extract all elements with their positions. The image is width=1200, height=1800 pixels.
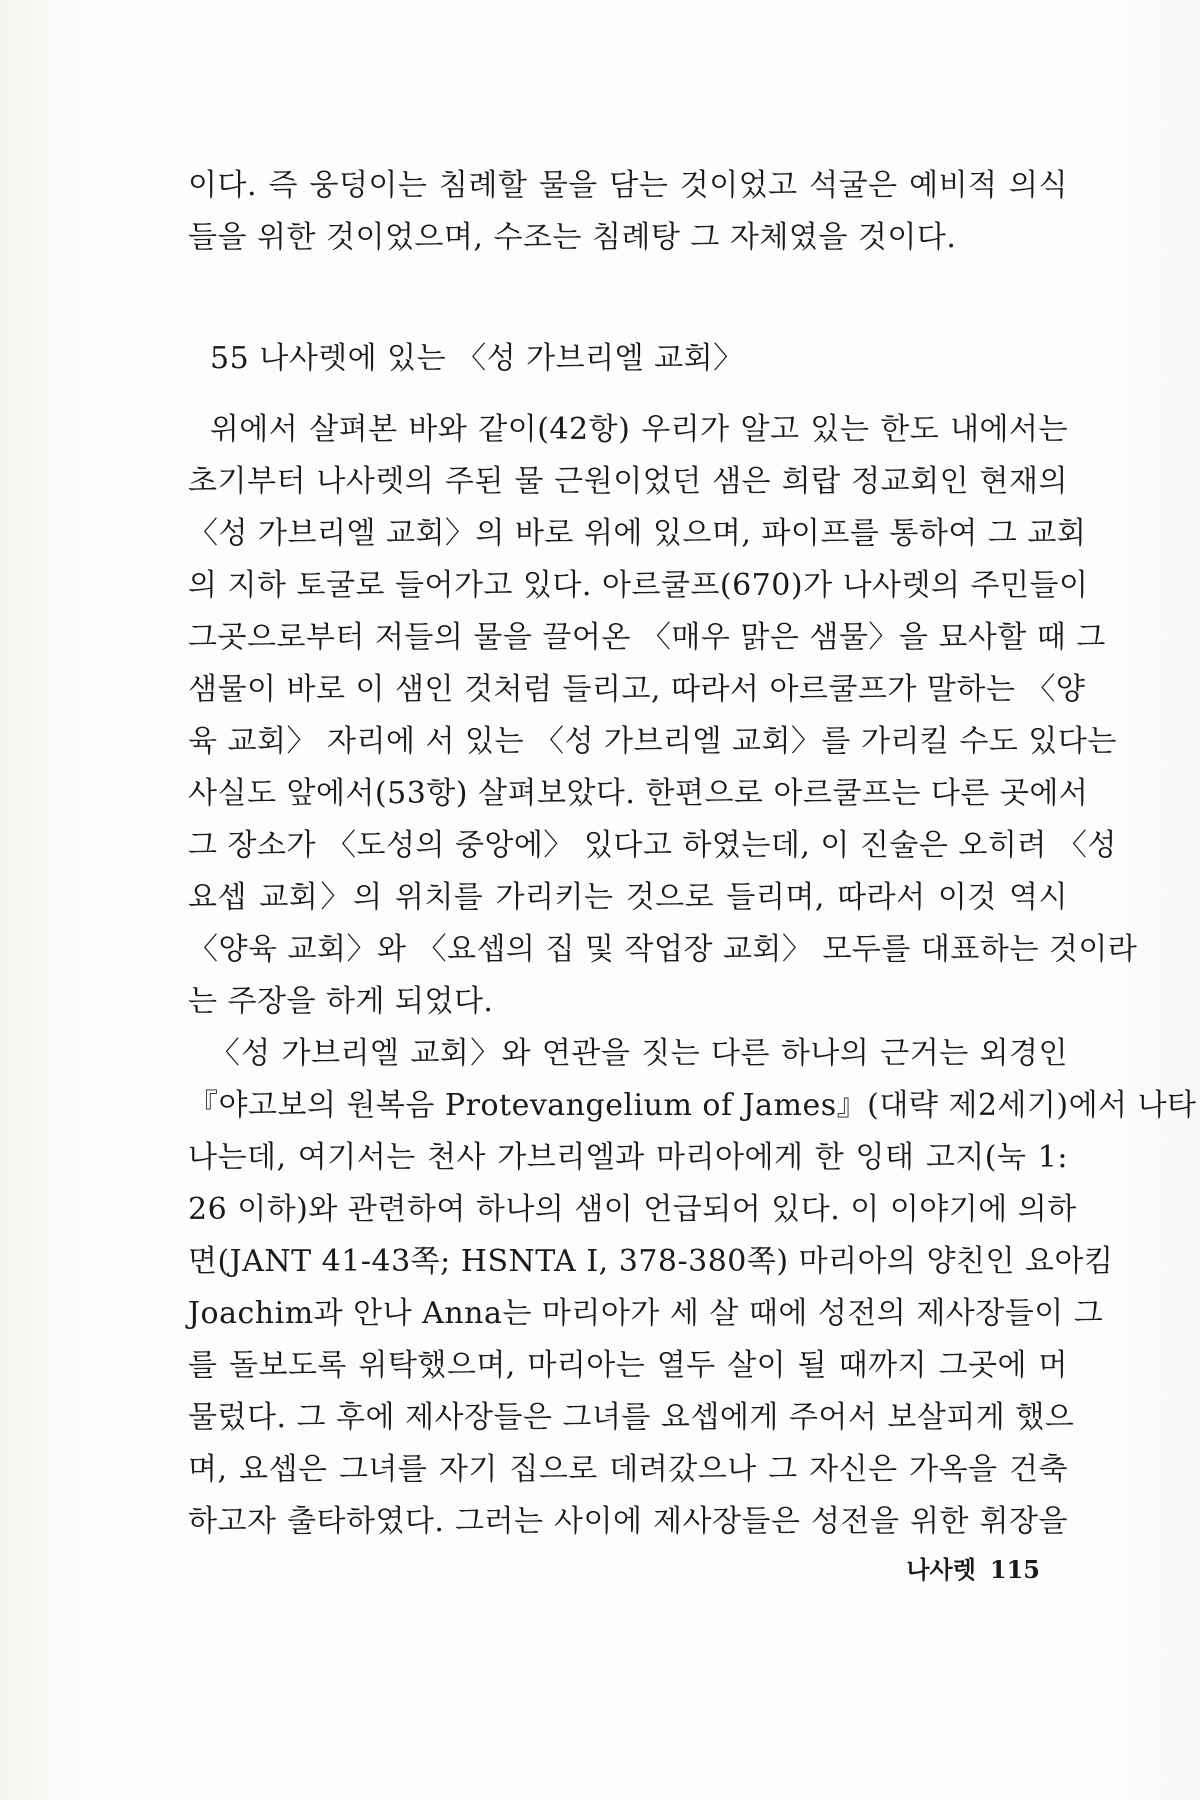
intro-paragraph bbox=[188, 160, 1068, 264]
text-line: 이다. 즉 웅덩이는 침례할 물을 담는 것이었고 석굴은 예비적 의식 bbox=[188, 168, 1068, 203]
text-line: 의 지하 토굴로 들어가고 있다. 아르쿨프(670)가 나사렛의 주민들이 bbox=[188, 568, 1089, 603]
text-line: 나는데, 여기서는 천사 가브리엘과 마리아에게 한 잉태 고지(눅 1: bbox=[188, 1140, 1068, 1175]
text-line: Joachim과 안나 Anna는 마리아가 세 살 때에 성전의 제사장들이 그 bbox=[188, 1296, 1104, 1331]
text-line: 위에서 살펴본 바와 같이(42항) 우리가 알고 있는 한도 내에서는 bbox=[188, 412, 1068, 447]
text-line: 〈성 가브리엘 교회〉와 연관을 짓는 다른 하나의 근거는 외경인 bbox=[188, 1036, 1068, 1071]
text-line: 〈성 가브리엘 교회〉의 바로 위에 있으며, 파이프를 통하여 그 교회 bbox=[188, 516, 1087, 551]
text-line: 〈양육 교회〉와 〈요셉의 집 및 작업장 교회〉 모두를 대표하는 것이라 bbox=[188, 932, 1138, 967]
text-line: 들을 위한 것이었으며, 수조는 침례탕 그 자체였을 것이다. bbox=[188, 220, 957, 255]
text-line: 면(JANT 41-43쪽; HSNTA I, 378-380쪽) 마리아의 양친인 요아킴 bbox=[188, 1244, 1114, 1279]
text-line: 26 이하)와 관련하여 하나의 샘이 언급되어 있다. 이 이야기에 의하 bbox=[188, 1192, 1077, 1227]
text-line: 샘물이 바로 이 샘인 것처럼 들리고, 따라서 아르쿨프가 말하는 〈양 bbox=[188, 672, 1086, 707]
text-line: 육 교회〉 자리에 서 있는 〈성 가브리엘 교회〉를 가리킬 수도 있다는 bbox=[188, 724, 1117, 759]
text-line: 를 돌보도록 위탁했으며, 마리아는 열두 살이 될 때까지 그곳에 머 bbox=[188, 1348, 1068, 1383]
body-text bbox=[188, 404, 1197, 1548]
text-line: 『야고보의 원복음 Protevangelium of James』(대략 제2세기)에서 나타 bbox=[188, 1088, 1197, 1123]
text-line: 요셉 교회〉의 위치를 가리키는 것으로 들리며, 따라서 이것 역시 bbox=[188, 880, 1068, 915]
section-heading: 55 나사렛에 있는 〈성 가브리엘 교회〉 bbox=[210, 341, 744, 376]
text-line: 그곳으로부터 저들의 물을 끌어온 〈매우 맑은 샘물〉을 묘사할 때 그 bbox=[188, 620, 1106, 655]
text-line: 초기부터 나사렛의 주된 물 근원이었던 샘은 희랍 정교회인 현재의 bbox=[188, 464, 1068, 499]
running-head: 나사렛 bbox=[906, 1555, 976, 1584]
text-line: 그 장소가 〈도성의 중앙에〉 있다고 하였는데, 이 진술은 오히려 〈성 bbox=[188, 828, 1117, 863]
text-line: 는 주장을 하게 되었다. bbox=[188, 984, 494, 1019]
text-line: 며, 요셉은 그녀를 자기 집으로 데려갔으나 그 자신은 가옥을 건축 bbox=[188, 1452, 1068, 1487]
page-footer bbox=[906, 1550, 1040, 1585]
page-number: 115 bbox=[989, 1555, 1040, 1584]
text-line: 물렀다. 그 후에 제사장들은 그녀를 요셉에게 주어서 보살피게 했으 bbox=[188, 1400, 1075, 1435]
text-line: 사실도 앞에서(53항) 살펴보았다. 한편으로 아르쿨프는 다른 곳에서 bbox=[188, 776, 1089, 811]
text-line: 하고자 출타하였다. 그러는 사이에 제사장들은 성전을 위한 휘장을 bbox=[188, 1504, 1068, 1539]
